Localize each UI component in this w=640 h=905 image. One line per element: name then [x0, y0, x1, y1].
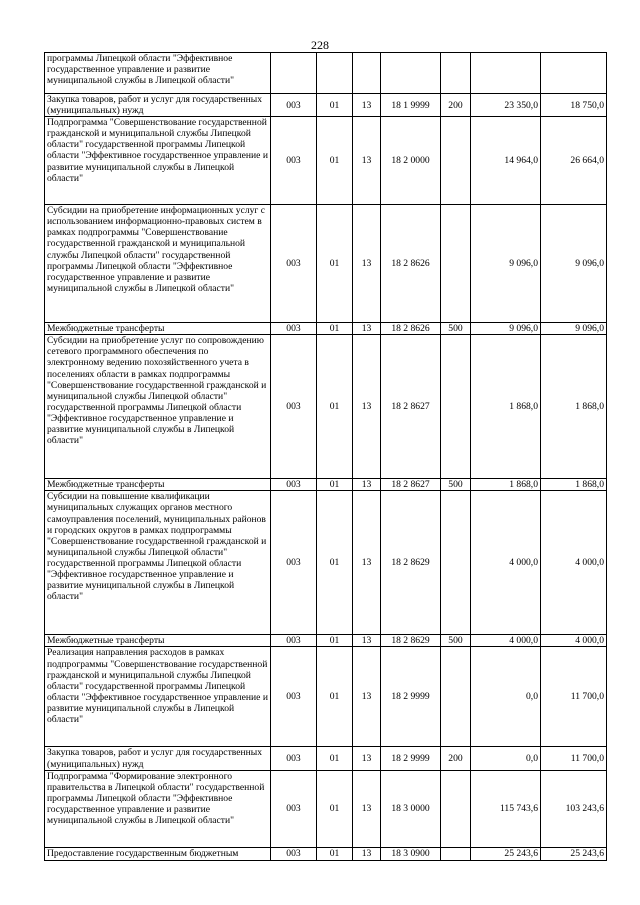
section-code-cell: 01	[317, 647, 353, 747]
target-article-cell: 18 2 9999	[381, 747, 441, 770]
section-code-cell: 01	[317, 94, 353, 117]
section-code-cell: 01	[317, 747, 353, 770]
expense-type-cell	[441, 335, 471, 479]
expense-type-cell: 500	[441, 323, 471, 335]
ved-code-cell: 003	[271, 335, 317, 479]
amount-year1-cell	[471, 53, 541, 94]
target-article-cell: 18 3 0900	[381, 847, 441, 860]
amount-year1-cell: 0,0	[471, 647, 541, 747]
subsection-code-cell: 13	[353, 647, 381, 747]
expense-type-cell	[441, 770, 471, 847]
expense-type-cell	[441, 647, 471, 747]
section-code-cell: 01	[317, 117, 353, 205]
section-code-cell: 01	[317, 205, 353, 323]
subsection-code-cell: 13	[353, 323, 381, 335]
amount-year2-cell: 4 000,0	[541, 491, 607, 635]
row-name-cell: Предоставление государственным бюджетным	[45, 847, 271, 860]
section-code-cell	[317, 53, 353, 94]
table-row	[45, 117, 607, 205]
subsection-code-cell: 13	[353, 335, 381, 479]
amount-year2-cell: 18 750,0	[541, 94, 607, 117]
table-row	[45, 847, 607, 860]
expense-type-cell: 500	[441, 635, 471, 647]
table-row	[45, 479, 607, 491]
ved-code-cell: 003	[271, 491, 317, 635]
row-name-cell: Субсидии на приобретение услуг по сопровождению сетевого программного обеспечения по электронному ведению похозяйственного учета в поселениях области в рамках подпрограммы "Совершенствование государственной гражданской и муниципальной службы Липецкой области" государственной программы Липецкой области "Эффективное государственное управление и развитие муниципальной службы в Липецкой области"	[45, 335, 271, 479]
table-row	[45, 491, 607, 635]
ved-code-cell: 003	[271, 205, 317, 323]
amount-year1-cell: 9 096,0	[471, 205, 541, 323]
target-article-cell: 18 2 9999	[381, 647, 441, 747]
row-name-cell: Субсидии на повышение квалификации муниципальных служащих органов местного самоуправления поселений, муниципальных районов и городских округов в рамках подпрограммы "Совершенствование государственной гражданской и муниципальной службы Липецкой области" государственной программы Липецкой области "Эффективное государственное управление и развитие муниципальной службы в Липецкой области"	[45, 491, 271, 635]
amount-year2-cell: 25 243,6	[541, 847, 607, 860]
row-name-cell: Закупка товаров, работ и услуг для государственных (муниципальных) нужд	[45, 747, 271, 770]
amount-year1-cell: 115 743,6	[471, 770, 541, 847]
amount-year1-cell: 1 868,0	[471, 335, 541, 479]
table-row	[45, 770, 607, 847]
row-name-cell: Подпрограмма "Формирование электронного правительства в Липецкой области" государственной программы Липецкой области "Эффективное государственное управление и развитие муниципальной службы в Липецкой области"	[45, 770, 271, 847]
section-code-cell: 01	[317, 491, 353, 635]
subsection-code-cell: 13	[353, 847, 381, 860]
ved-code-cell: 003	[271, 770, 317, 847]
amount-year2-cell: 26 664,0	[541, 117, 607, 205]
subsection-code-cell: 13	[353, 117, 381, 205]
amount-year2-cell: 1 868,0	[541, 335, 607, 479]
subsection-code-cell: 13	[353, 479, 381, 491]
target-article-cell: 18 2 8629	[381, 635, 441, 647]
expense-type-cell: 200	[441, 747, 471, 770]
amount-year2-cell	[541, 53, 607, 94]
expense-type-cell	[441, 491, 471, 635]
row-name-cell: Закупка товаров, работ и услуг для государственных (муниципальных) нужд	[45, 94, 271, 117]
row-name-cell: Межбюджетные трансферты	[45, 479, 271, 491]
subsection-code-cell: 13	[353, 491, 381, 635]
ved-code-cell: 003	[271, 479, 317, 491]
target-article-cell: 18 3 0000	[381, 770, 441, 847]
subsection-code-cell: 13	[353, 94, 381, 117]
table-row	[45, 635, 607, 647]
amount-year1-cell: 4 000,0	[471, 491, 541, 635]
table-row	[45, 647, 607, 747]
target-article-cell	[381, 53, 441, 94]
subsection-code-cell: 13	[353, 770, 381, 847]
table-row	[45, 205, 607, 323]
ved-code-cell: 003	[271, 647, 317, 747]
row-name-cell: Реализация направления расходов в рамках подпрограммы "Совершенствование государственной гражданской и муниципальной службы Липецкой области" государственной программы Липецкой области "Эффективное государственное управление и развитие муниципальной службы в Липецкой области"	[45, 647, 271, 747]
target-article-cell: 18 1 9999	[381, 94, 441, 117]
row-name-cell: Межбюджетные трансферты	[45, 323, 271, 335]
target-article-cell: 18 2 8627	[381, 335, 441, 479]
amount-year1-cell: 1 868,0	[471, 479, 541, 491]
ved-code-cell	[271, 53, 317, 94]
amount-year1-cell: 14 964,0	[471, 117, 541, 205]
row-name-cell: Подпрограмма "Совершенствование государственной гражданской и муниципальной службы Липецкой области" государственной программы Липецкой области "Эффективное государственное управление и развитие муниципальной службы в Липецкой области"	[45, 117, 271, 205]
ved-code-cell: 003	[271, 323, 317, 335]
target-article-cell: 18 2 8627	[381, 479, 441, 491]
target-article-cell: 18 2 8626	[381, 323, 441, 335]
expense-type-cell	[441, 847, 471, 860]
amount-year2-cell: 11 700,0	[541, 647, 607, 747]
amount-year2-cell: 4 000,0	[541, 635, 607, 647]
table-body	[45, 53, 607, 861]
budget-table	[44, 52, 607, 861]
section-code-cell: 01	[317, 479, 353, 491]
target-article-cell: 18 2 8629	[381, 491, 441, 635]
amount-year1-cell: 23 350,0	[471, 94, 541, 117]
table-row	[45, 323, 607, 335]
expense-type-cell	[441, 205, 471, 323]
expense-type-cell: 200	[441, 94, 471, 117]
ved-code-cell: 003	[271, 635, 317, 647]
table-row	[45, 53, 607, 94]
amount-year1-cell: 25 243,6	[471, 847, 541, 860]
target-article-cell: 18 2 8626	[381, 205, 441, 323]
section-code-cell: 01	[317, 323, 353, 335]
amount-year2-cell: 9 096,0	[541, 205, 607, 323]
section-code-cell: 01	[317, 847, 353, 860]
table-row	[45, 335, 607, 479]
expense-type-cell: 500	[441, 479, 471, 491]
subsection-code-cell: 13	[353, 205, 381, 323]
amount-year1-cell: 4 000,0	[471, 635, 541, 647]
amount-year2-cell: 11 700,0	[541, 747, 607, 770]
section-code-cell: 01	[317, 335, 353, 479]
section-code-cell: 01	[317, 770, 353, 847]
amount-year1-cell: 0,0	[471, 747, 541, 770]
page-number: 228	[311, 38, 329, 52]
ved-code-cell: 003	[271, 747, 317, 770]
expense-type-cell	[441, 117, 471, 205]
subsection-code-cell: 13	[353, 747, 381, 770]
amount-year2-cell: 1 868,0	[541, 479, 607, 491]
table-row	[45, 94, 607, 117]
ved-code-cell: 003	[271, 847, 317, 860]
row-name-cell: Субсидии на приобретение информационных услуг с использованием информационно-правовых систем в рамках подпрограммы "Совершенствование государственной гражданской и муниципальной службы Липецкой области" государственной программы Липецкой области "Эффективное государственное управление и развитие муниципальной службы в Липецкой области"	[45, 205, 271, 323]
subsection-code-cell: 13	[353, 635, 381, 647]
amount-year1-cell: 9 096,0	[471, 323, 541, 335]
ved-code-cell: 003	[271, 94, 317, 117]
subsection-code-cell	[353, 53, 381, 94]
ved-code-cell: 003	[271, 117, 317, 205]
amount-year2-cell: 9 096,0	[541, 323, 607, 335]
row-name-cell: Межбюджетные трансферты	[45, 635, 271, 647]
target-article-cell: 18 2 0000	[381, 117, 441, 205]
expense-type-cell	[441, 53, 471, 94]
row-name-cell: программы Липецкой области "Эффективное государственное управление и развитие муниципальной службы в Липецкой области"	[45, 53, 271, 94]
amount-year2-cell: 103 243,6	[541, 770, 607, 847]
table-row	[45, 747, 607, 770]
section-code-cell: 01	[317, 635, 353, 647]
